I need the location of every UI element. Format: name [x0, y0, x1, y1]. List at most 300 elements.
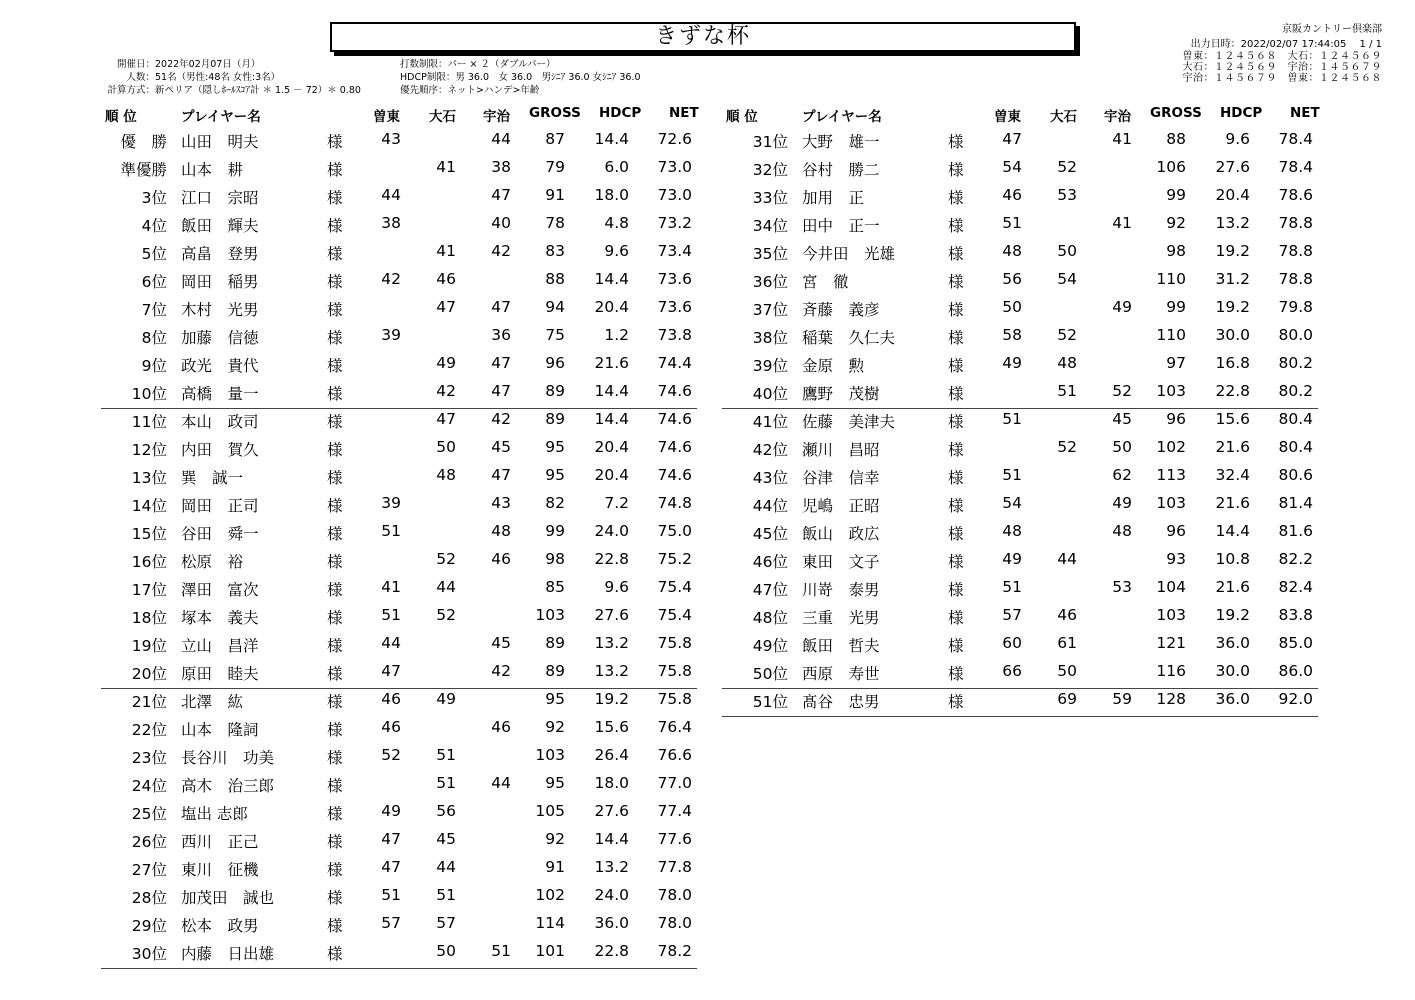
table-row	[722, 546, 1322, 574]
score-net: 74.6	[657, 410, 692, 428]
score-gross: 110	[1156, 270, 1186, 288]
rank: 13位	[131, 469, 167, 487]
table-row	[101, 742, 701, 770]
score-net: 77.6	[657, 830, 692, 848]
score-oishi: 42	[436, 382, 456, 400]
score-oishi: 52	[436, 606, 456, 624]
score-hdcp: 14.4	[1215, 522, 1250, 540]
participant-count: 51名（男性:48名 女性:3名）	[155, 72, 281, 83]
rank: 24位	[131, 777, 167, 795]
score-oishi: 48	[436, 466, 456, 484]
honorific: 様	[948, 301, 964, 319]
table-row	[722, 322, 1322, 350]
score-net: 75.8	[657, 690, 692, 708]
score-hdcp: 32.4	[1215, 466, 1250, 484]
score-net: 73.0	[657, 158, 692, 176]
player-name: 東川 征機	[181, 861, 259, 879]
score-gross: 98	[1166, 242, 1186, 260]
score-gross: 75	[545, 326, 565, 344]
rank: 17位	[131, 581, 167, 599]
score-hdcp: 24.0	[594, 886, 629, 904]
score-gross: 96	[1166, 522, 1186, 540]
score-hdcp: 18.0	[594, 186, 629, 204]
player-name: 高木 治三郎	[181, 777, 275, 795]
score-sone: 51	[1002, 214, 1022, 232]
score-net: 80.4	[1278, 438, 1313, 456]
player-name: 佐藤 美津夫	[802, 413, 896, 431]
score-uji: 59	[1112, 690, 1132, 708]
score-gross: 103	[1156, 494, 1186, 512]
score-oishi: 51	[436, 886, 456, 904]
score-oishi: 61	[1057, 634, 1077, 652]
score-hdcp: 36.0	[1215, 690, 1250, 708]
score-sone: 42	[381, 270, 401, 288]
score-gross: 95	[545, 438, 565, 456]
rank: 33位	[752, 189, 788, 207]
player-name: 岡田 稲男	[181, 273, 259, 291]
score-net: 86.0	[1278, 662, 1313, 680]
score-oishi: 54	[1057, 270, 1077, 288]
score-uji: 45	[491, 438, 511, 456]
score-net: 76.6	[657, 746, 692, 764]
table-row	[722, 630, 1322, 658]
score-uji: 48	[1112, 522, 1132, 540]
honorific: 様	[327, 665, 343, 683]
rank: 7位	[141, 301, 167, 319]
table-row	[722, 350, 1322, 378]
score-oishi: 45	[436, 830, 456, 848]
table-row	[722, 686, 1322, 714]
score-sone: 47	[1002, 130, 1022, 148]
table-row	[101, 238, 701, 266]
score-sone: 60	[1002, 634, 1022, 652]
score-gross: 89	[545, 634, 565, 652]
honorific: 様	[327, 273, 343, 291]
score-hdcp: 30.0	[1215, 326, 1250, 344]
score-gross: 95	[545, 774, 565, 792]
score-net: 73.8	[657, 326, 692, 344]
player-name: 宮 徹	[802, 273, 849, 291]
honorific: 様	[948, 581, 964, 599]
rank: 51位	[752, 693, 788, 711]
honorific: 様	[327, 525, 343, 543]
header-rank: 順 位	[105, 109, 137, 125]
honorific: 様	[327, 945, 343, 963]
score-net: 78.8	[1278, 242, 1313, 260]
rank: 45位	[752, 525, 788, 543]
player-name: 三重 光男	[802, 609, 880, 627]
score-sone: 43	[381, 130, 401, 148]
event-info	[103, 58, 361, 97]
score-uji: 52	[1112, 382, 1132, 400]
header-oishi: 大石	[429, 109, 456, 125]
score-oishi: 52	[1057, 158, 1077, 176]
score-hdcp: 19.2	[1215, 298, 1250, 316]
player-name: 江口 宗昭	[181, 189, 259, 207]
score-net: 78.8	[1278, 270, 1313, 288]
honorific: 様	[948, 357, 964, 375]
honorific: 様	[327, 441, 343, 459]
honorific: 様	[327, 161, 343, 179]
score-sone: 44	[381, 186, 401, 204]
score-sone: 56	[1002, 270, 1022, 288]
header-hdcp: HDCP	[599, 105, 642, 121]
score-gross: 105	[535, 802, 565, 820]
score-uji: 41	[1112, 214, 1132, 232]
honorific: 様	[327, 385, 343, 403]
honorific: 様	[327, 553, 343, 571]
score-gross: 106	[1156, 158, 1186, 176]
score-sone: 52	[381, 746, 401, 764]
honorific: 様	[327, 861, 343, 879]
table-row	[101, 630, 701, 658]
score-gross: 95	[545, 690, 565, 708]
header-net: NET	[1290, 105, 1320, 121]
score-sone: 49	[1002, 354, 1022, 372]
score-hdcp: 27.6	[594, 606, 629, 624]
score-hdcp: 27.6	[1215, 158, 1250, 176]
score-oishi: 50	[1057, 662, 1077, 680]
honorific: 様	[327, 301, 343, 319]
rank: 48位	[752, 609, 788, 627]
table-row	[101, 210, 701, 238]
honorific: 様	[948, 385, 964, 403]
table-row	[101, 266, 701, 294]
score-gross: 92	[1166, 214, 1186, 232]
rank: 23位	[131, 749, 167, 767]
table-row	[101, 770, 701, 798]
tee-line: 宇治：１４５６７９ 曽東：１２４５６８	[1182, 73, 1382, 84]
header-uji: 宇治	[483, 109, 510, 125]
honorific: 様	[327, 609, 343, 627]
score-sone: 51	[1002, 466, 1022, 484]
score-hdcp: 19.2	[1215, 606, 1250, 624]
score-net: 73.4	[657, 242, 692, 260]
score-uji: 41	[1112, 130, 1132, 148]
honorific: 様	[948, 637, 964, 655]
score-uji: 49	[1112, 494, 1132, 512]
table-row	[101, 462, 701, 490]
player-name: 山本 耕	[181, 161, 244, 179]
score-net: 81.6	[1278, 522, 1313, 540]
event-date: 2022年02月07日（月）	[155, 59, 261, 70]
score-uji: 42	[491, 242, 511, 260]
score-net: 77.0	[657, 774, 692, 792]
honorific: 様	[327, 889, 343, 907]
honorific: 様	[327, 581, 343, 599]
score-uji: 42	[491, 410, 511, 428]
score-sone: 66	[1002, 662, 1022, 680]
hdcp-limit: HDCP制限：男 36.0 女 36.0 男ｼﾆｱ 36.0 女ｼﾆｱ 36.0	[400, 72, 641, 83]
player-name: 立山 昌洋	[181, 637, 259, 655]
score-hdcp: 14.4	[594, 410, 629, 428]
score-hdcp: 13.2	[594, 634, 629, 652]
rank: 38位	[752, 329, 788, 347]
score-sone: 49	[381, 802, 401, 820]
calc-method: 新ペリア（隠しﾎｰﾙｽｺｱ計 ＊ 1.5 － 72）＊ 0.80	[155, 85, 361, 96]
table-row	[722, 406, 1322, 434]
score-sone: 51	[381, 522, 401, 540]
score-net: 75.0	[657, 522, 692, 540]
table-row	[722, 490, 1322, 518]
score-gross: 121	[1156, 634, 1186, 652]
score-gross: 101	[535, 942, 565, 960]
table-row	[101, 378, 701, 406]
score-gross: 99	[1166, 298, 1186, 316]
score-hdcp: 15.6	[594, 718, 629, 736]
rank: 30位	[131, 945, 167, 963]
score-hdcp: 36.0	[594, 914, 629, 932]
priority-order: 優先順序：ネット>ハンデ>年齢	[400, 85, 540, 96]
score-hdcp: 19.2	[1215, 242, 1250, 260]
header-gross: GROSS	[1150, 105, 1202, 121]
score-net: 72.6	[657, 130, 692, 148]
row-divider	[722, 716, 1318, 717]
rank: 50位	[752, 665, 788, 683]
score-hdcp: 13.2	[594, 662, 629, 680]
player-name: 瀬川 昌昭	[802, 441, 880, 459]
row-divider	[101, 968, 697, 969]
table-row	[101, 434, 701, 462]
tee-line: 大石：１２４５６９ 宇治：１４５６７９	[1182, 62, 1382, 73]
score-uji: 45	[491, 634, 511, 652]
score-sone: 47	[381, 858, 401, 876]
score-gross: 102	[1156, 438, 1186, 456]
player-name: 原田 睦夫	[181, 665, 259, 683]
score-sone: 49	[1002, 550, 1022, 568]
rank: 25位	[131, 805, 167, 823]
rank: 42位	[752, 441, 788, 459]
score-oishi: 46	[1057, 606, 1077, 624]
table-row	[722, 294, 1322, 322]
score-hdcp: 19.2	[594, 690, 629, 708]
player-name: 東田 文子	[802, 553, 880, 571]
rank: 6位	[141, 273, 167, 291]
score-uji: 38	[491, 158, 511, 176]
score-net: 75.4	[657, 578, 692, 596]
rank: 28位	[131, 889, 167, 907]
score-hdcp: 20.4	[594, 438, 629, 456]
player-name: 本山 政司	[181, 413, 259, 431]
player-name: 西原 寿世	[802, 665, 880, 683]
score-hdcp: 9.6	[604, 242, 629, 260]
score-net: 73.6	[657, 270, 692, 288]
score-uji: 40	[491, 214, 511, 232]
rank: 18位	[131, 609, 167, 627]
score-oishi: 53	[1057, 186, 1077, 204]
table-row	[101, 714, 701, 742]
table-row	[101, 294, 701, 322]
player-name: 飯田 輝夫	[181, 217, 259, 235]
table-row	[101, 910, 701, 938]
score-gross: 113	[1156, 466, 1186, 484]
score-oishi: 51	[436, 746, 456, 764]
score-sone: 54	[1002, 158, 1022, 176]
score-gross: 103	[535, 746, 565, 764]
tee-assignments	[1183, 51, 1383, 84]
date-label: 開催日：	[116, 59, 155, 70]
score-gross: 116	[1156, 662, 1186, 680]
honorific: 様	[948, 525, 964, 543]
score-hdcp: 21.6	[594, 354, 629, 372]
table-row	[101, 938, 701, 966]
score-hdcp: 15.6	[1215, 410, 1250, 428]
score-net: 82.4	[1278, 578, 1313, 596]
club-name: 京阪カントリー倶楽部	[1282, 24, 1382, 35]
header-player: プレイヤー名	[802, 109, 882, 125]
method-label: 計算方式：	[107, 85, 155, 96]
score-net: 74.8	[657, 494, 692, 512]
score-uji: 45	[1112, 410, 1132, 428]
score-net: 75.8	[657, 634, 692, 652]
score-net: 78.4	[1278, 130, 1313, 148]
score-gross: 96	[545, 354, 565, 372]
score-net: 80.2	[1278, 354, 1313, 372]
player-name: 児嶋 正昭	[802, 497, 880, 515]
score-hdcp: 27.6	[594, 802, 629, 820]
honorific: 様	[327, 217, 343, 235]
score-oishi: 47	[436, 298, 456, 316]
player-name: 谷田 舜一	[181, 525, 259, 543]
score-net: 82.2	[1278, 550, 1313, 568]
honorific: 様	[948, 161, 964, 179]
honorific: 様	[948, 693, 964, 711]
score-hdcp: 13.2	[594, 858, 629, 876]
score-net: 75.8	[657, 662, 692, 680]
printed-timestamp: 出力日時：2022/02/07 17:44:05 1 / 1	[1190, 39, 1382, 50]
rank: 16位	[131, 553, 167, 571]
score-oishi: 69	[1057, 690, 1077, 708]
rank: 27位	[131, 861, 167, 879]
table-row	[101, 882, 701, 910]
header-gross: GROSS	[529, 105, 581, 121]
score-hdcp: 21.6	[1215, 578, 1250, 596]
column-header-row	[722, 103, 1322, 123]
score-hdcp: 4.8	[604, 214, 629, 232]
score-net: 74.6	[657, 382, 692, 400]
honorific: 様	[327, 245, 343, 263]
honorific: 様	[327, 189, 343, 207]
score-oishi: 52	[1057, 326, 1077, 344]
score-net: 81.4	[1278, 494, 1313, 512]
score-net: 76.4	[657, 718, 692, 736]
score-sone: 57	[381, 914, 401, 932]
score-sone: 39	[381, 326, 401, 344]
table-row	[101, 490, 701, 518]
score-net: 80.4	[1278, 410, 1313, 428]
score-net: 75.4	[657, 606, 692, 624]
player-name: 斉藤 義彦	[802, 301, 880, 319]
player-name: 山本 隆詞	[181, 721, 259, 739]
player-name: 塚本 義夫	[181, 609, 259, 627]
score-sone: 48	[1002, 242, 1022, 260]
score-oishi: 41	[436, 242, 456, 260]
score-gross: 94	[545, 298, 565, 316]
player-name: 木村 光男	[181, 301, 259, 319]
score-sone: 46	[381, 690, 401, 708]
score-gross: 89	[545, 662, 565, 680]
score-hdcp: 21.6	[1215, 494, 1250, 512]
rank: 準優勝	[120, 161, 167, 179]
score-gross: 110	[1156, 326, 1186, 344]
rank: 21位	[131, 693, 167, 711]
score-oishi: 49	[436, 690, 456, 708]
score-net: 80.2	[1278, 382, 1313, 400]
score-oishi: 49	[436, 354, 456, 372]
score-uji: 49	[1112, 298, 1132, 316]
player-name: 川嵜 泰男	[802, 581, 880, 599]
score-sone: 47	[381, 662, 401, 680]
score-hdcp: 13.2	[1215, 214, 1250, 232]
rank: 優 勝	[120, 133, 167, 151]
honorific: 様	[327, 693, 343, 711]
score-sone: 46	[1002, 186, 1022, 204]
player-name: 飯山 政広	[802, 525, 880, 543]
score-oishi: 56	[436, 802, 456, 820]
score-gross: 104	[1156, 578, 1186, 596]
score-gross: 103	[1156, 606, 1186, 624]
score-gross: 79	[545, 158, 565, 176]
score-hdcp: 22.8	[1215, 382, 1250, 400]
rank: 29位	[131, 917, 167, 935]
player-name: 内藤 日出雄	[181, 945, 275, 963]
score-hdcp: 9.6	[604, 578, 629, 596]
table-row	[101, 546, 701, 574]
score-net: 78.0	[657, 914, 692, 932]
score-oishi: 50	[1057, 242, 1077, 260]
score-uji: 47	[491, 186, 511, 204]
score-gross: 82	[545, 494, 565, 512]
player-name: 加用 正	[802, 189, 865, 207]
score-hdcp: 31.2	[1215, 270, 1250, 288]
rank: 20位	[131, 665, 167, 683]
rank: 4位	[141, 217, 167, 235]
score-oishi: 44	[1057, 550, 1077, 568]
player-name: 金原 勲	[802, 357, 865, 375]
rank: 22位	[131, 721, 167, 739]
score-gross: 88	[545, 270, 565, 288]
player-name: 谷村 勝二	[802, 161, 880, 179]
player-name: 西川 正己	[181, 833, 259, 851]
score-net: 78.2	[657, 942, 692, 960]
score-gross: 83	[545, 242, 565, 260]
honorific: 様	[948, 441, 964, 459]
table-row	[722, 154, 1322, 182]
score-uji: 36	[491, 326, 511, 344]
honorific: 様	[948, 189, 964, 207]
honorific: 様	[948, 329, 964, 347]
table-row	[101, 826, 701, 854]
header-hdcp: HDCP	[1220, 105, 1263, 121]
score-gross: 103	[535, 606, 565, 624]
player-name: 加藤 信徳	[181, 329, 259, 347]
table-row	[722, 126, 1322, 154]
score-net: 73.6	[657, 298, 692, 316]
score-hdcp: 22.8	[594, 550, 629, 568]
player-name: 岡田 正司	[181, 497, 259, 515]
rank: 39位	[752, 357, 788, 375]
honorific: 様	[948, 217, 964, 235]
table-row	[101, 350, 701, 378]
player-name: 塩出 志郎	[181, 805, 248, 823]
table-row	[101, 126, 701, 154]
score-sone: 47	[381, 830, 401, 848]
table-row	[101, 798, 701, 826]
honorific: 様	[327, 357, 343, 375]
score-net: 77.8	[657, 858, 692, 876]
score-hdcp: 14.4	[594, 270, 629, 288]
table-row	[722, 602, 1322, 630]
